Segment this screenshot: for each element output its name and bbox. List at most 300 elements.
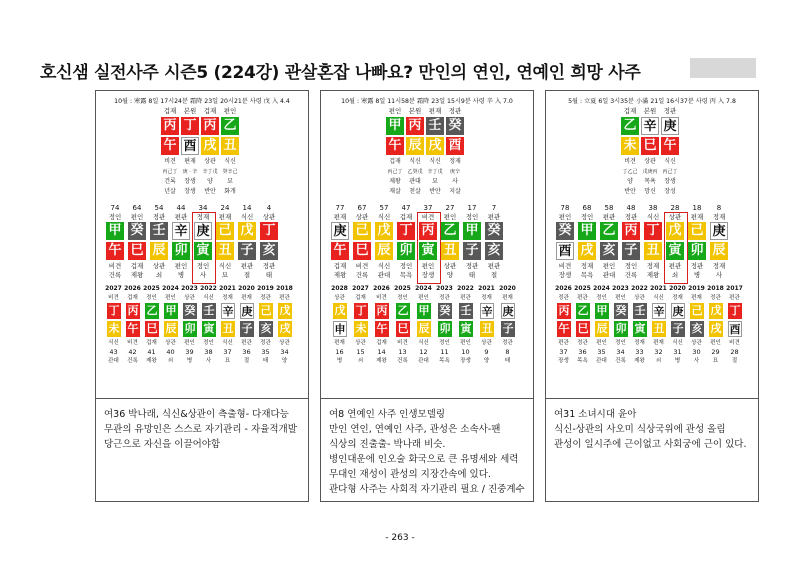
year-ten-god: 편재 — [691, 295, 702, 301]
earthly-branch: 酉 — [181, 137, 199, 155]
dayun-ten-god: 편인 — [174, 262, 188, 270]
dayun-stage: 장생 — [421, 271, 435, 279]
dayun-stage: 병 — [177, 271, 185, 279]
dayun-age: 14 — [242, 204, 252, 212]
year-stem: 乙 — [146, 304, 158, 317]
dayun-branch: 辰 — [710, 242, 728, 260]
dayun-stage: 태 — [265, 271, 273, 279]
year-stage: 절 — [731, 358, 738, 364]
year-ten-god: 정관 — [502, 340, 513, 346]
year-branch: 未 — [108, 322, 120, 335]
year-branch: 戌 — [279, 322, 291, 335]
year-stem: 壬 — [460, 304, 472, 317]
dayun-ten-god: 정관 — [690, 262, 704, 270]
year-stage: 제왕 — [376, 358, 387, 364]
dayun-age: 77 — [335, 204, 345, 212]
dayun-stem: 乙 — [441, 222, 459, 240]
year-ten-god: 편관 — [279, 295, 290, 301]
year-stem: 甲 — [165, 304, 177, 317]
heavenly-stem: 辛 — [641, 117, 659, 135]
year-stem: 乙 — [577, 304, 589, 317]
pillar-detail: 丙己丁 — [387, 169, 403, 175]
dayun-stem: 戊 — [238, 222, 256, 240]
year-age: 42 — [128, 348, 137, 356]
dayun-age: 48 — [626, 204, 636, 212]
dayun-stem: 丙 — [419, 222, 437, 240]
year-ten-god: 정인 — [203, 340, 214, 346]
year-age: 32 — [654, 348, 663, 356]
ten-god-label: 본원 — [183, 107, 197, 115]
dayun-age: 68 — [582, 204, 592, 212]
pillar-detail: 상관 — [644, 158, 656, 165]
year-branch: 辰 — [165, 322, 177, 335]
year-ten-god: 정관 — [439, 295, 450, 301]
dayun-ten-god: 편관 — [240, 262, 254, 270]
caption-line: 여8 연예인 사주 인생모델링 — [329, 409, 446, 420]
year-label: 2027 — [352, 285, 369, 292]
dayun-stage: 건록 — [624, 271, 638, 279]
year-label: 2020 — [669, 285, 686, 292]
dayun-age: 24 — [220, 204, 230, 212]
dayun-stage: 제왕 — [646, 271, 660, 279]
year-ten-god: 정인 — [439, 340, 450, 346]
dayun-stage: 쇠 — [671, 271, 679, 279]
dayun-ten-god: 정인 — [399, 262, 413, 270]
year-age: 43 — [109, 348, 118, 356]
year-ten-god: 편관 — [241, 340, 252, 346]
year-branch: 寅 — [460, 322, 472, 335]
dayun-stem: 己 — [688, 222, 706, 240]
year-label: 2021 — [478, 285, 495, 292]
heavenly-stem: 庚 — [661, 117, 679, 135]
year-ten-god: 비견 — [108, 295, 119, 301]
pillar-detail: 지살 — [449, 188, 461, 195]
dayun-age: 8 — [716, 204, 722, 212]
pillar-detail: 사 — [452, 178, 458, 185]
ten-god-label: 편인 — [223, 107, 237, 115]
dayun-branch: 亥 — [260, 242, 278, 260]
year-age: 16 — [335, 348, 344, 356]
year-ten-god: 상관 — [355, 340, 366, 346]
year-ten-god: 정관 — [260, 340, 271, 346]
year-ten-god: 편관 — [558, 340, 569, 346]
year-label: 2025 — [574, 285, 591, 292]
dayun-stem: 庚 — [331, 222, 349, 240]
year-stage: 장생 — [558, 358, 569, 364]
dayun-ten-god: 정인 — [465, 213, 479, 221]
year-ten-god: 정관 — [577, 340, 588, 346]
year-ten-god: 편재 — [502, 295, 513, 301]
year-ten-god: 편관 — [729, 295, 740, 301]
year-ten-god: 편인 — [184, 340, 195, 346]
year-age: 33 — [635, 348, 644, 356]
chart-header: 5월 : 立夏 6일 3시35분 小滿 21일 16시37분 사령 丙 入 7.8 — [568, 98, 736, 105]
year-label: 2026 — [373, 285, 390, 292]
year-ten-god: 식신 — [653, 295, 664, 301]
year-stage: 제왕 — [634, 358, 645, 364]
dayun-ten-god: 정재 — [646, 262, 660, 270]
pillar-detail: 식신 — [429, 158, 441, 165]
dayun-ten-god: 비견 — [108, 262, 122, 270]
heavenly-stem: 甲 — [386, 117, 404, 135]
dayun-branch: 亥 — [485, 242, 503, 260]
year-stem: 庚 — [502, 305, 514, 318]
year-ten-god: 정인 — [397, 295, 408, 301]
ten-god-label: 편재 — [428, 107, 442, 115]
year-branch: 酉 — [729, 323, 741, 336]
dayun-ten-god: 식신 — [377, 213, 391, 221]
year-label: 2018 — [276, 285, 293, 292]
dayun-age: 18 — [692, 204, 702, 212]
year-ten-god: 정재 — [634, 340, 645, 346]
pillar-detail: 乙癸戊 — [407, 169, 423, 175]
ten-god-label: 편인 — [388, 107, 402, 115]
dayun-ten-god: 정인 — [580, 213, 594, 221]
panel-3 — [545, 90, 759, 502]
year-age: 14 — [377, 348, 386, 356]
dayun-age: 67 — [357, 204, 367, 212]
dayun-branch: 寅 — [194, 242, 212, 260]
dayun-stage: 사 — [199, 271, 207, 279]
year-stage: 쇠 — [167, 358, 174, 364]
year-ten-god: 비견 — [729, 340, 740, 346]
page-title: 호신샘 실전사주 시즌5 (224강) 관살혼잡 나빠요? 만인의 연인, 연예인 희망 사주 — [40, 63, 641, 83]
year-label: 2021 — [219, 285, 236, 292]
dayun-stem: 丁 — [397, 222, 415, 240]
pillar-detail: 丙己丁 — [162, 169, 178, 175]
dayun-ten-god: 정재 — [712, 262, 726, 270]
year-stage: 쇠 — [655, 358, 662, 364]
year-ten-god: 상관 — [334, 295, 345, 301]
caption-line: 만인 연인, 연예인 사주, 관성은 소속사-팬 — [329, 424, 501, 435]
year-stem: 丙 — [558, 304, 570, 317]
year-branch: 寅 — [634, 322, 646, 335]
dayun-branch: 巳 — [128, 242, 146, 260]
dayun-ten-god: 식신 — [240, 213, 254, 221]
year-branch: 寅 — [203, 322, 215, 335]
earthly-branch: 巳 — [641, 137, 659, 155]
year-branch: 丑 — [481, 322, 493, 335]
pillar-detail: 상관 — [204, 158, 216, 165]
year-stem: 壬 — [634, 304, 646, 317]
dayun-age: 37 — [423, 204, 433, 212]
year-ten-god: 상관 — [634, 295, 645, 301]
caption-line: 병인대운에 인오술 화국으로 큰 유명세와 세력 — [329, 454, 519, 465]
dayun-stem: 丁 — [260, 222, 278, 240]
caption — [329, 407, 529, 497]
dayun-stage: 목욕 — [580, 271, 594, 279]
year-age: 39 — [185, 348, 194, 356]
dayun-branch: 子 — [463, 242, 481, 260]
dayun-stem: 丙 — [622, 222, 640, 240]
dayun-stage: 목욕 — [399, 271, 413, 279]
dayun-branch: 巳 — [353, 242, 371, 260]
year-ten-god: 정인 — [596, 295, 607, 301]
dayun-stage: 절 — [243, 271, 251, 279]
heavenly-stem: 癸 — [446, 117, 464, 135]
year-ten-god: 상관 — [691, 340, 702, 346]
year-stem: 癸 — [439, 304, 451, 317]
dayun-ten-god: 정관 — [624, 213, 638, 221]
dayun-age: 64 — [132, 204, 142, 212]
dayun-stem: 庚 — [710, 222, 728, 240]
dayun-age: 74 — [110, 204, 120, 212]
dayun-branch: 寅 — [666, 242, 684, 260]
dayun-ten-god: 편관 — [174, 213, 188, 221]
year-ten-god: 편인 — [615, 295, 626, 301]
ten-god-label: 겁재 — [623, 107, 637, 115]
heavenly-stem: 丁 — [181, 117, 199, 135]
year-age: 13 — [398, 348, 407, 356]
dayun-stem: 癸 — [556, 222, 574, 240]
year-ten-god: 정관 — [710, 295, 721, 301]
year-branch: 卯 — [615, 322, 627, 335]
year-stage: 사 — [693, 358, 700, 364]
year-ten-god: 겁재 — [146, 340, 157, 346]
year-branch: 丑 — [653, 322, 665, 335]
year-branch: 未 — [355, 322, 367, 335]
pillar-detail: 장생 — [184, 178, 196, 185]
dayun-age: 78 — [560, 204, 570, 212]
year-stem: 辛 — [481, 305, 493, 318]
ten-god-label: 본원 — [643, 107, 657, 115]
earthly-branch: 未 — [621, 137, 639, 155]
dayun-age: 57 — [379, 204, 389, 212]
current-dayun-highlight — [417, 212, 441, 284]
dayun-stem: 壬 — [150, 222, 168, 240]
year-stem: 庚 — [241, 305, 253, 318]
dayun-stem: 甲 — [106, 222, 124, 240]
pillar-detail: 양 — [207, 178, 213, 185]
pillar-detail: 丙己丁 — [662, 169, 678, 175]
current-dayun-highlight — [192, 212, 216, 284]
heavenly-stem: 壬 — [426, 117, 444, 135]
pillar-detail: 천살 — [409, 188, 421, 195]
dayun-ten-god: 편관 — [668, 262, 682, 270]
year-ten-god: 겁재 — [355, 295, 366, 301]
dayun-branch: 子 — [238, 242, 256, 260]
pillar-detail: 정재 — [449, 158, 461, 165]
year-branch: 亥 — [691, 322, 703, 335]
year-age: 12 — [419, 348, 428, 356]
year-branch: 辰 — [418, 322, 430, 335]
dayun-stage: 제왕 — [130, 271, 144, 279]
dayun-stage: 묘 — [221, 271, 229, 279]
dayun-branch: 酉 — [556, 242, 574, 260]
pillar-detail: 辛丁戊 — [202, 169, 218, 175]
earthly-branch: 酉 — [446, 137, 464, 155]
pillar-detail: 丁乙己 — [622, 169, 638, 175]
pillar-detail: 장생 — [184, 188, 196, 195]
year-stem: 戊 — [710, 304, 722, 317]
year-label: 2020 — [238, 285, 255, 292]
dayun-stage: 태 — [468, 271, 476, 279]
year-label: 2024 — [593, 285, 610, 292]
dayun-ten-god: 편인 — [421, 262, 435, 270]
pillar-detail: 戊庚丙 — [642, 169, 658, 175]
ten-god-label: 정관 — [448, 107, 462, 115]
year-branch: 戌 — [710, 322, 722, 335]
year-label: 2019 — [257, 285, 274, 292]
pillar-detail: 망신 — [644, 188, 656, 195]
dayun-ten-god: 편재 — [218, 213, 232, 221]
caption — [554, 407, 754, 452]
year-age: 40 — [166, 348, 175, 356]
dayun-branch: 戌 — [578, 242, 596, 260]
pillar-detail: 묘 — [432, 178, 438, 185]
pillar-detail: 비견 — [624, 158, 636, 165]
heavenly-stem: 丙 — [161, 117, 179, 135]
pillar-detail: 년살 — [164, 188, 176, 195]
year-stage: 관대 — [108, 358, 119, 364]
year-branch: 丑 — [222, 322, 234, 335]
caption-line: 당근으로 자신을 이끌어야함 — [104, 439, 221, 450]
pillar-detail: 식신 — [409, 158, 421, 165]
year-stage: 사 — [205, 358, 212, 364]
dayun-ten-god: 편재 — [690, 213, 704, 221]
year-label: 2018 — [707, 285, 724, 292]
pillar-detail: 재살 — [389, 188, 401, 195]
dayun-stem: 己 — [353, 222, 371, 240]
year-age: 37 — [559, 348, 568, 356]
year-stage: 양 — [281, 358, 288, 364]
dayun-ten-god: 편관 — [487, 213, 501, 221]
dayun-ten-god: 편인 — [602, 262, 616, 270]
year-age: 37 — [223, 348, 232, 356]
earthly-branch: 戌 — [201, 137, 219, 155]
year-stem: 丁 — [729, 304, 741, 317]
dayun-branch: 子 — [622, 242, 640, 260]
year-stage: 병 — [186, 358, 193, 364]
dayun-stage: 병 — [693, 271, 701, 279]
ten-god-label: 겁재 — [203, 107, 217, 115]
caption-line: 식상의 진출출- 박나래 비슷. — [329, 439, 446, 450]
saju-chart — [96, 91, 308, 399]
caption-line: 여31 소녀시대 윤아 — [554, 409, 637, 420]
year-stage: 묘 — [712, 358, 719, 364]
year-stem: 丁 — [355, 304, 367, 317]
earthly-branch: 午 — [161, 137, 179, 155]
pillar-detail: 비견 — [164, 158, 176, 165]
year-stage: 태 — [262, 358, 269, 364]
saju-chart — [546, 91, 758, 399]
dayun-age: 7 — [491, 204, 497, 212]
year-age: 15 — [356, 348, 365, 356]
year-ten-god: 식신 — [108, 340, 119, 346]
year-stem: 丙 — [376, 304, 388, 317]
year-age: 30 — [692, 348, 701, 356]
year-ten-god: 편관 — [460, 295, 471, 301]
year-label: 2024 — [415, 285, 432, 292]
year-age: 34 — [280, 348, 289, 356]
dayun-ten-god: 상관 — [152, 262, 166, 270]
ten-god-label: 정관 — [663, 107, 677, 115]
year-stem: 戊 — [334, 304, 346, 317]
year-age: 29 — [711, 348, 720, 356]
ten-god-label: 겁재 — [163, 107, 177, 115]
earthly-branch: 戌 — [426, 137, 444, 155]
year-ten-god: 상관 — [184, 295, 195, 301]
dayun-ten-god: 편재 — [333, 213, 347, 221]
dayun-ten-god: 겁재 — [399, 213, 413, 221]
pillar-detail: 庚 · 辛 — [182, 169, 198, 175]
heavenly-stem: 丙 — [201, 117, 219, 135]
dayun-ten-god: 식신 — [646, 213, 660, 221]
caption-line: 관다형 사주는 사회적 자기관리 필요 / 진중계수 — [329, 484, 525, 495]
pillar-detail: 화개 — [224, 188, 236, 195]
heavenly-stem: 乙 — [621, 117, 639, 135]
year-stem: 丁 — [108, 304, 120, 317]
dayun-stem: 己 — [216, 222, 234, 240]
year-stage: 건록 — [127, 358, 138, 364]
earthly-branch: 午 — [386, 137, 404, 155]
year-ten-god: 정인 — [615, 340, 626, 346]
dayun-stage: 관대 — [377, 271, 391, 279]
pillar-detail: 庚辛 — [449, 169, 460, 175]
year-label: 2024 — [162, 285, 179, 292]
dayun-ten-god: 식신 — [377, 262, 391, 270]
dayun-branch: 卯 — [172, 242, 190, 260]
ten-god-label: 본원 — [408, 107, 422, 115]
year-ten-god: 편관 — [577, 295, 588, 301]
dayun-stem: 辛 — [172, 222, 190, 240]
page-number: - 263 - — [385, 533, 415, 543]
dayun-age: 47 — [401, 204, 411, 212]
year-age: 31 — [673, 348, 682, 356]
caption-line: 무대인 재성이 관성의 지장간속에 있다. — [329, 469, 491, 480]
year-stage: 관대 — [418, 358, 429, 364]
pillar-detail: 양 — [627, 178, 633, 185]
year-stem: 丙 — [127, 304, 139, 317]
year-ten-god: 정인 — [146, 295, 157, 301]
year-stem: 乙 — [397, 304, 409, 317]
year-age: 11 — [440, 348, 449, 356]
year-stage: 건록 — [397, 358, 408, 364]
dayun-stem: 甲 — [578, 222, 596, 240]
year-ten-god: 식신 — [203, 295, 214, 301]
heavenly-stem: 乙 — [221, 117, 239, 135]
year-stem: 癸 — [184, 304, 196, 317]
pillar-detail: 식신 — [224, 158, 236, 165]
dayun-ten-god: 식신 — [218, 262, 232, 270]
year-stem: 癸 — [615, 304, 627, 317]
dayun-stage: 양 — [446, 271, 454, 279]
year-ten-god: 편재 — [241, 295, 252, 301]
year-label: 2023 — [181, 285, 198, 292]
dayun-ten-god: 정인 — [196, 262, 210, 270]
pillar-detail: 겁재 — [389, 158, 401, 165]
year-branch: 子 — [241, 322, 253, 335]
dayun-branch: 卯 — [397, 242, 415, 260]
dayun-ten-god: 정재 — [712, 213, 726, 221]
pillar-detail: 장생 — [664, 178, 676, 185]
year-branch: 亥 — [260, 322, 272, 335]
year-age: 8 — [505, 348, 510, 356]
year-age: 10 — [461, 348, 470, 356]
year-branch: 申 — [334, 323, 346, 336]
dayun-ten-god: 정관 — [152, 213, 166, 221]
dayun-stem: 乙 — [600, 222, 618, 240]
dayun-ten-god: 편인 — [130, 213, 144, 221]
panel-1 — [95, 90, 309, 502]
dayun-stem: 癸 — [128, 222, 146, 240]
year-label: 2017 — [726, 285, 743, 292]
year-stage: 태 — [504, 358, 511, 364]
year-stage: 쇠 — [357, 358, 364, 364]
dayun-age: 44 — [176, 204, 186, 212]
dayun-ten-god: 정관 — [465, 262, 479, 270]
dayun-ten-god: 비견 — [421, 213, 435, 221]
